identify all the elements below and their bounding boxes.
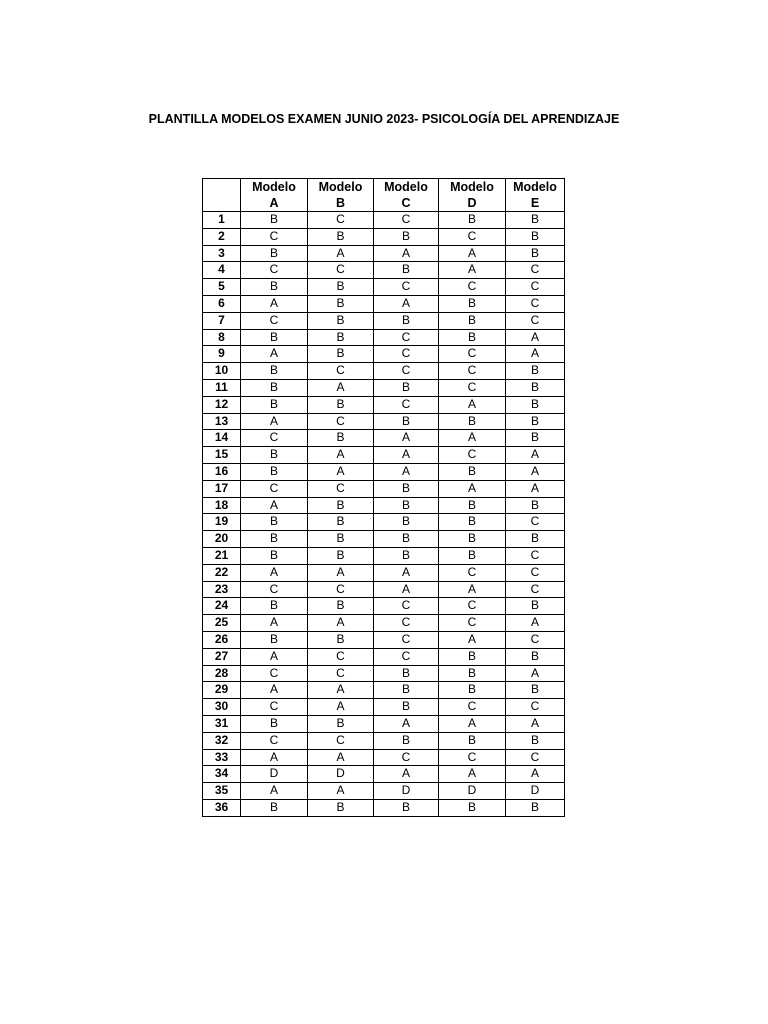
answer-cell: B (506, 396, 565, 413)
answer-cell: A (374, 447, 439, 464)
answer-cell: B (241, 514, 308, 531)
answer-cell: A (506, 463, 565, 480)
answer-cell: B (374, 514, 439, 531)
answer-cell: B (506, 245, 565, 262)
question-number: 32 (203, 732, 241, 749)
table-row (203, 598, 565, 615)
table-row (203, 396, 565, 413)
answer-cell: A (439, 715, 506, 732)
question-number: 36 (203, 799, 241, 816)
answer-cell: B (439, 531, 506, 548)
answer-cell: C (374, 598, 439, 615)
answer-cell: A (439, 245, 506, 262)
answer-cell: C (241, 312, 308, 329)
question-number: 35 (203, 783, 241, 800)
question-number: 10 (203, 363, 241, 380)
answer-cell: A (308, 447, 374, 464)
question-number: 6 (203, 295, 241, 312)
answer-cell: C (374, 648, 439, 665)
question-number: 31 (203, 715, 241, 732)
table-row (203, 766, 565, 783)
question-number: 13 (203, 413, 241, 430)
answer-cell: A (241, 295, 308, 312)
table-row (203, 564, 565, 581)
question-number: 26 (203, 631, 241, 648)
answer-cell: A (439, 262, 506, 279)
answer-cell: B (374, 547, 439, 564)
answer-cell: D (241, 766, 308, 783)
question-number: 15 (203, 447, 241, 464)
question-number: 5 (203, 279, 241, 296)
question-number: 12 (203, 396, 241, 413)
answer-cell: C (241, 262, 308, 279)
table-row (203, 363, 565, 380)
header-modelo-a: Modelo A (241, 179, 308, 212)
answer-cell: C (308, 413, 374, 430)
question-number: 9 (203, 346, 241, 363)
header-modelo-d: Modelo D (439, 179, 506, 212)
question-number: 7 (203, 312, 241, 329)
answer-cell: D (439, 783, 506, 800)
answer-cell: A (439, 581, 506, 598)
answer-cell: B (506, 413, 565, 430)
answer-cell: A (439, 430, 506, 447)
answer-cell: B (241, 245, 308, 262)
question-number: 11 (203, 379, 241, 396)
answer-cell: C (439, 615, 506, 632)
answer-cell: B (308, 228, 374, 245)
question-number: 29 (203, 682, 241, 699)
answer-cell: B (241, 631, 308, 648)
answer-cell: C (374, 212, 439, 229)
answer-cell: B (506, 531, 565, 548)
question-number: 3 (203, 245, 241, 262)
answer-cell: B (506, 732, 565, 749)
answer-cell: B (439, 648, 506, 665)
answer-cell: B (374, 799, 439, 816)
table-row (203, 615, 565, 632)
answer-cell: B (308, 497, 374, 514)
table-row (203, 295, 565, 312)
table-row (203, 262, 565, 279)
question-number: 16 (203, 463, 241, 480)
answer-cell: A (374, 581, 439, 598)
answer-cell: C (241, 699, 308, 716)
answer-cell: B (241, 715, 308, 732)
answer-cell: A (374, 295, 439, 312)
question-number: 1 (203, 212, 241, 229)
answer-cell: C (374, 396, 439, 413)
answer-cell: B (439, 312, 506, 329)
answer-cell: A (308, 463, 374, 480)
answer-cell: B (439, 329, 506, 346)
answer-cell: A (308, 682, 374, 699)
table-row (203, 245, 565, 262)
table-row (203, 480, 565, 497)
answer-cell: A (439, 396, 506, 413)
table-row (203, 749, 565, 766)
table-row (203, 212, 565, 229)
answer-cell: A (374, 564, 439, 581)
answer-cell: A (374, 430, 439, 447)
answer-cell: B (506, 497, 565, 514)
answer-cell: B (241, 447, 308, 464)
answer-cell: B (374, 665, 439, 682)
answer-cell: B (374, 312, 439, 329)
answer-cell: B (439, 547, 506, 564)
table-row (203, 547, 565, 564)
answer-cell: B (374, 531, 439, 548)
answer-cell: A (439, 480, 506, 497)
answer-cell: B (308, 531, 374, 548)
question-number: 33 (203, 749, 241, 766)
question-number: 4 (203, 262, 241, 279)
answer-cell: B (241, 279, 308, 296)
answer-cell: C (506, 564, 565, 581)
question-number: 27 (203, 648, 241, 665)
question-number: 20 (203, 531, 241, 548)
answer-cell: A (506, 480, 565, 497)
answer-cell: B (241, 329, 308, 346)
answer-cell: C (374, 363, 439, 380)
answer-cell: A (308, 564, 374, 581)
answer-key-table (202, 178, 565, 817)
answer-cell: A (241, 648, 308, 665)
answer-cell: C (439, 564, 506, 581)
answer-cell: C (439, 346, 506, 363)
answer-cell: C (374, 615, 439, 632)
answer-cell: B (241, 799, 308, 816)
answer-cell: C (374, 749, 439, 766)
answer-cell: B (241, 463, 308, 480)
answer-cell: B (308, 346, 374, 363)
answer-cell: C (506, 749, 565, 766)
answer-cell: C (241, 228, 308, 245)
answer-cell: C (439, 379, 506, 396)
answer-cell: B (241, 379, 308, 396)
answer-cell: A (308, 749, 374, 766)
answer-cell: B (308, 715, 374, 732)
answer-cell: C (241, 480, 308, 497)
answer-cell: B (241, 598, 308, 615)
header-modelo-b: Modelo B (308, 179, 374, 212)
answer-cell: B (506, 799, 565, 816)
answer-cell: C (506, 514, 565, 531)
answer-cell: B (439, 497, 506, 514)
corner-cell (203, 179, 241, 212)
answer-cell: D (374, 783, 439, 800)
answer-cell: B (241, 547, 308, 564)
answer-cell: A (506, 329, 565, 346)
question-number: 22 (203, 564, 241, 581)
answer-cell: C (241, 732, 308, 749)
answer-cell: C (308, 363, 374, 380)
answer-cell: C (241, 581, 308, 598)
answer-cell: B (374, 732, 439, 749)
table-row (203, 514, 565, 531)
answer-cell: A (506, 766, 565, 783)
table-row (203, 413, 565, 430)
question-number: 18 (203, 497, 241, 514)
answer-cell: B (308, 329, 374, 346)
answer-cell: A (506, 615, 565, 632)
table-row (203, 783, 565, 800)
answer-cell: C (308, 262, 374, 279)
answer-cell: B (374, 379, 439, 396)
answer-cell: C (439, 228, 506, 245)
answer-cell: A (439, 766, 506, 783)
answer-cell: B (308, 430, 374, 447)
answer-cell: B (308, 295, 374, 312)
table-row (203, 732, 565, 749)
answer-cell: B (439, 665, 506, 682)
answer-cell: A (374, 766, 439, 783)
table-row (203, 379, 565, 396)
answer-cell: C (308, 648, 374, 665)
answer-cell: C (374, 346, 439, 363)
answer-cell: B (439, 799, 506, 816)
question-number: 8 (203, 329, 241, 346)
answer-cell: C (506, 262, 565, 279)
answer-cell: D (506, 783, 565, 800)
answer-cell: B (308, 598, 374, 615)
answer-cell: A (506, 447, 565, 464)
answer-cell: B (308, 631, 374, 648)
answer-cell: B (439, 514, 506, 531)
table-row (203, 682, 565, 699)
table-row (203, 279, 565, 296)
question-number: 30 (203, 699, 241, 716)
question-number: 23 (203, 581, 241, 598)
question-number: 2 (203, 228, 241, 245)
answer-cell: C (506, 547, 565, 564)
answer-cell: C (506, 581, 565, 598)
answer-cell: B (374, 262, 439, 279)
table-row (203, 631, 565, 648)
table-row (203, 346, 565, 363)
question-number: 24 (203, 598, 241, 615)
question-number: 25 (203, 615, 241, 632)
answer-cell: A (241, 783, 308, 800)
answer-cell: C (439, 749, 506, 766)
answer-cell: C (439, 699, 506, 716)
answer-cell: B (439, 463, 506, 480)
answer-cell: B (506, 228, 565, 245)
answer-cell: B (506, 682, 565, 699)
question-number: 19 (203, 514, 241, 531)
question-number: 17 (203, 480, 241, 497)
table-row (203, 648, 565, 665)
answer-cell: A (241, 497, 308, 514)
answer-cell: B (506, 648, 565, 665)
answer-cell: A (308, 699, 374, 716)
question-number: 34 (203, 766, 241, 783)
answer-cell: C (506, 279, 565, 296)
table-row (203, 715, 565, 732)
answer-cell: A (374, 245, 439, 262)
answer-cell: B (241, 396, 308, 413)
answer-cell: B (308, 547, 374, 564)
answer-cell: C (374, 631, 439, 648)
answer-cell: B (308, 396, 374, 413)
answer-cell: A (241, 749, 308, 766)
table-row (203, 329, 565, 346)
answer-cell: C (308, 581, 374, 598)
answer-cell: C (506, 295, 565, 312)
answer-cell: B (308, 799, 374, 816)
answer-cell: C (439, 447, 506, 464)
answer-cell: B (374, 682, 439, 699)
answer-cell: A (241, 564, 308, 581)
answer-cell: B (439, 682, 506, 699)
answer-cell: B (308, 514, 374, 531)
answer-cell: B (439, 732, 506, 749)
answer-cell: B (374, 497, 439, 514)
answer-cell: B (506, 598, 565, 615)
document-title: PLANTILLA MODELOS EXAMEN JUNIO 2023- PSICOLOGÍA DEL APRENDIZAJE (148, 112, 620, 126)
question-number: 21 (203, 547, 241, 564)
header-row (203, 179, 565, 212)
answer-cell: C (506, 699, 565, 716)
answer-cell: C (308, 212, 374, 229)
answer-cell: B (374, 413, 439, 430)
table-row (203, 665, 565, 682)
answer-cell: A (374, 715, 439, 732)
answer-cell: B (308, 279, 374, 296)
answer-cell: B (374, 699, 439, 716)
answer-cell: A (506, 665, 565, 682)
table-row (203, 447, 565, 464)
answer-cell: C (241, 665, 308, 682)
answer-cell: A (308, 245, 374, 262)
answer-cell: B (374, 228, 439, 245)
answer-cell: A (241, 346, 308, 363)
header-modelo-e: Modelo E (506, 179, 565, 212)
answer-cell: C (439, 363, 506, 380)
answer-cell: C (439, 279, 506, 296)
answer-cell: A (439, 631, 506, 648)
answer-cell: A (308, 379, 374, 396)
answer-cell: B (506, 363, 565, 380)
table-row (203, 463, 565, 480)
answer-cell: A (308, 783, 374, 800)
answer-cell: C (241, 430, 308, 447)
table-row (203, 430, 565, 447)
answer-cell: B (308, 312, 374, 329)
answer-cell: C (506, 312, 565, 329)
answer-cell: A (241, 413, 308, 430)
table-row (203, 497, 565, 514)
answer-cell: C (374, 279, 439, 296)
answer-cell: B (506, 379, 565, 396)
answer-cell: B (439, 212, 506, 229)
table-row (203, 531, 565, 548)
table-row (203, 799, 565, 816)
answer-cell: A (506, 346, 565, 363)
answer-cell: B (439, 295, 506, 312)
answer-cell: B (241, 212, 308, 229)
answer-cell: B (241, 363, 308, 380)
answer-cell: B (506, 430, 565, 447)
answer-cell: A (241, 615, 308, 632)
answer-cell: C (506, 631, 565, 648)
answer-cell: B (241, 531, 308, 548)
answer-cell: A (308, 615, 374, 632)
table-row (203, 581, 565, 598)
question-number: 28 (203, 665, 241, 682)
answer-cell: A (374, 463, 439, 480)
table-row (203, 228, 565, 245)
header-modelo-c: Modelo C (374, 179, 439, 212)
table-row (203, 312, 565, 329)
table-row (203, 699, 565, 716)
answer-cell: B (439, 413, 506, 430)
answer-cell: C (308, 480, 374, 497)
answer-cell: B (506, 212, 565, 229)
answer-cell: A (241, 682, 308, 699)
answer-cell: C (439, 598, 506, 615)
answer-cell: B (374, 480, 439, 497)
answer-cell: C (308, 665, 374, 682)
answer-cell: C (374, 329, 439, 346)
question-number: 14 (203, 430, 241, 447)
answer-cell: C (308, 732, 374, 749)
answer-cell: D (308, 766, 374, 783)
answer-cell: A (506, 715, 565, 732)
